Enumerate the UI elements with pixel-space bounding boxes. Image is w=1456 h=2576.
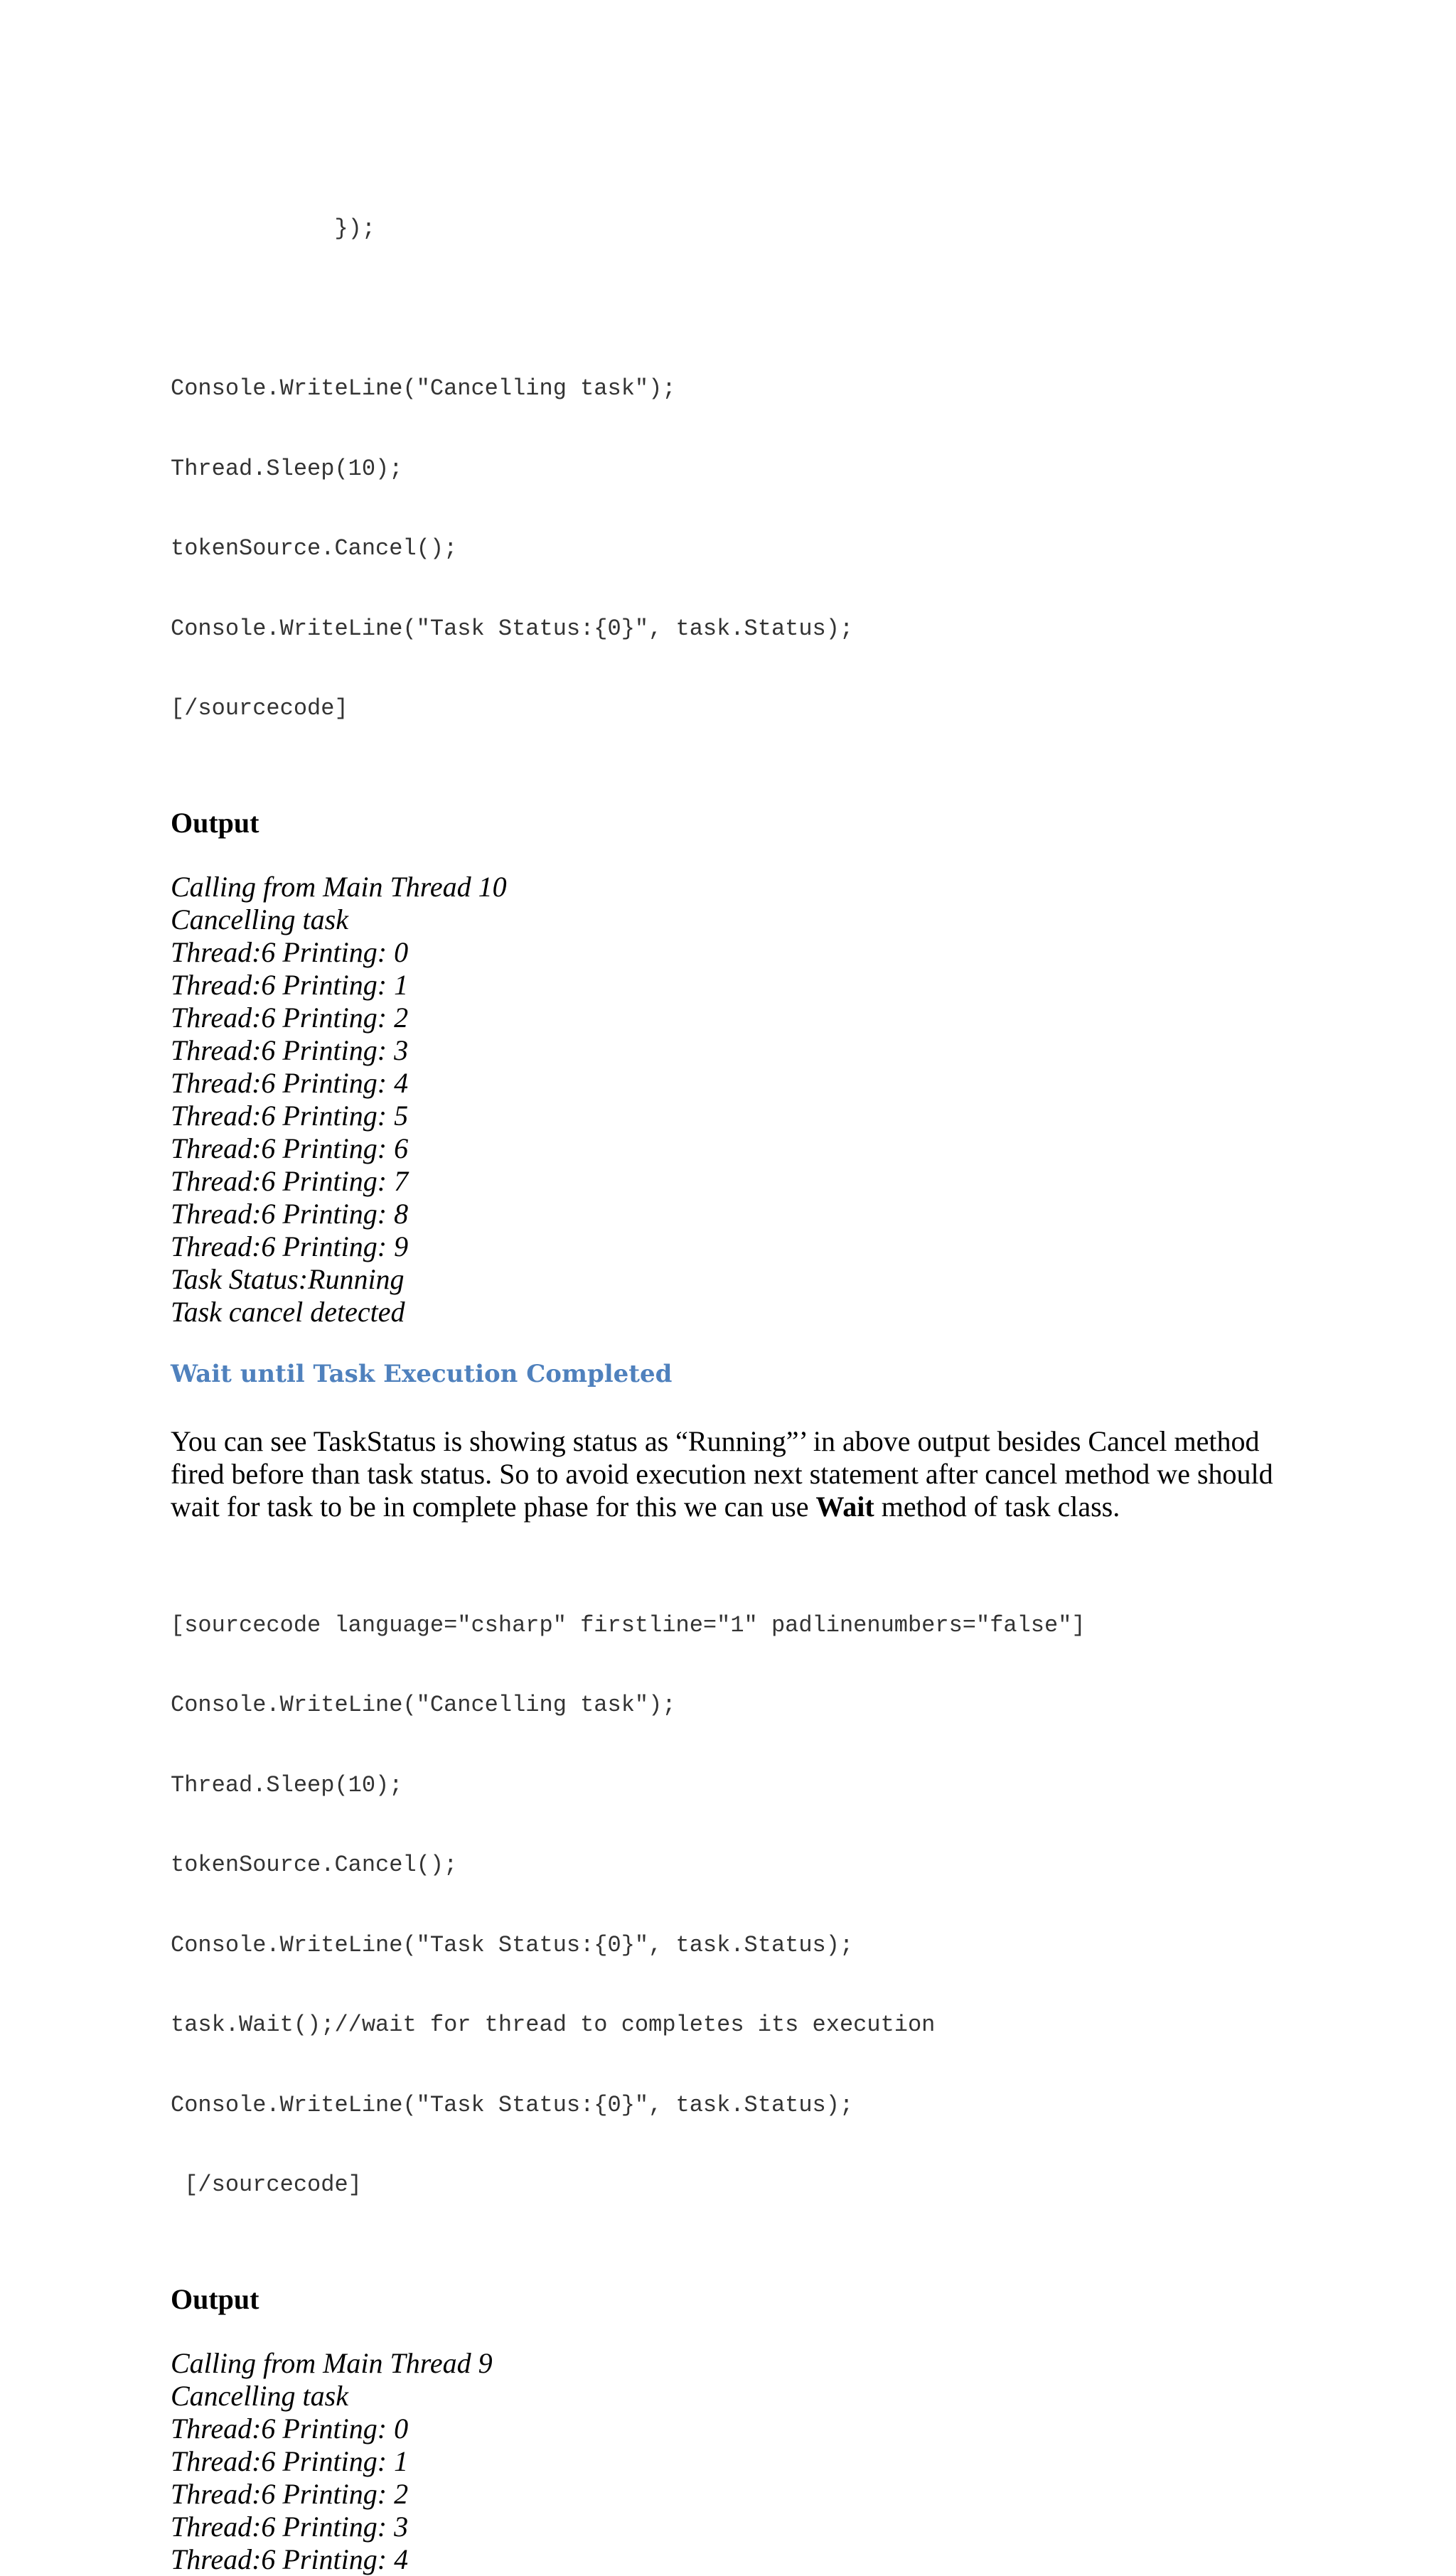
output-line: Thread:6 Printing: 3 xyxy=(171,2510,409,2543)
output-line: Thread:6 Printing: 9 xyxy=(171,1230,409,1262)
output-line: Task cancel detected xyxy=(171,1295,405,1328)
page-content xyxy=(171,162,1294,2576)
code-line: [sourcecode language="csharp" firstline="1" padlinenumbers="false"] xyxy=(171,1611,1086,1638)
paragraph-line: fired before than task status. So to avoid execution next statement after cancel method we should xyxy=(171,1457,1273,1490)
output-line: Thread:6 Printing: 4 xyxy=(171,2543,409,2575)
paragraph-text: method of task class. xyxy=(874,1490,1120,1523)
output-line: Cancelling task xyxy=(171,2379,348,2412)
body-paragraph xyxy=(171,1425,1294,1523)
output-line: Calling from Main Thread 10 xyxy=(171,870,507,903)
output-line: Thread:6 Printing: 0 xyxy=(171,2412,409,2444)
output-heading: Output xyxy=(171,2282,259,2315)
output-line: Thread:6 Printing: 2 xyxy=(171,1001,409,1034)
code-line: }); xyxy=(171,215,376,242)
output-line: Thread:6 Printing: 7 xyxy=(171,1164,409,1197)
code-line: task.Wait();//wait for thread to completes its execution xyxy=(171,2012,936,2038)
output-line: Thread:6 Printing: 1 xyxy=(171,2444,409,2477)
code-line: Console.WriteLine("Task Status:{0}", task.Status); xyxy=(171,2091,854,2118)
output-line: Thread:6 Printing: 0 xyxy=(171,935,409,968)
code-line: Thread.Sleep(10); xyxy=(171,1771,403,1798)
paragraph-line xyxy=(171,1491,1294,1523)
code-block-2 xyxy=(171,1559,1294,2252)
code-line: Console.WriteLine("Cancelling task"); xyxy=(171,1692,676,1718)
code-line: Console.WriteLine("Task Status:{0}", task.Status); xyxy=(171,615,854,642)
bold-term: Wait xyxy=(815,1490,874,1523)
section-heading: Wait until Task Execution Completed xyxy=(171,1359,673,1388)
output-heading: Output xyxy=(171,806,259,839)
output-line: Thread:6 Printing: 4 xyxy=(171,1066,409,1099)
code-line: [/sourcecode] xyxy=(171,2172,362,2198)
code-line: tokenSource.Cancel(); xyxy=(171,1852,458,1878)
output-line: Thread:6 Printing: 5 xyxy=(171,1099,409,1132)
output-line: Cancelling task xyxy=(171,903,348,935)
output-line: Thread:6 Printing: 8 xyxy=(171,1197,409,1230)
code-block-1 xyxy=(171,162,1294,776)
output-line: Thread:6 Printing: 3 xyxy=(171,1034,409,1066)
code-line: [/sourcecode] xyxy=(171,695,348,721)
output-line: Thread:6 Printing: 2 xyxy=(171,2477,409,2510)
code-line: Console.WriteLine("Task Status:{0}", task.Status); xyxy=(171,1931,854,1958)
output-line: Thread:6 Printing: 1 xyxy=(171,968,409,1001)
paragraph-text: wait for task to be in complete phase for this we can use xyxy=(171,1490,816,1523)
output-block-2 xyxy=(171,2347,1294,2576)
output-block-1 xyxy=(171,871,1294,1329)
output-line: Thread:6 Printing: 6 xyxy=(171,1132,409,1164)
code-line: Console.WriteLine("Cancelling task"); xyxy=(171,375,676,402)
paragraph-line: You can see TaskStatus is showing status as “Running”’ in above output besides Cancel method xyxy=(171,1424,1260,1457)
code-line: tokenSource.Cancel(); xyxy=(171,535,458,562)
code-line xyxy=(171,296,1294,323)
output-line: Task Status:Running xyxy=(171,1262,405,1295)
code-line: Thread.Sleep(10); xyxy=(171,455,403,482)
output-line: Calling from Main Thread 9 xyxy=(171,2346,493,2379)
